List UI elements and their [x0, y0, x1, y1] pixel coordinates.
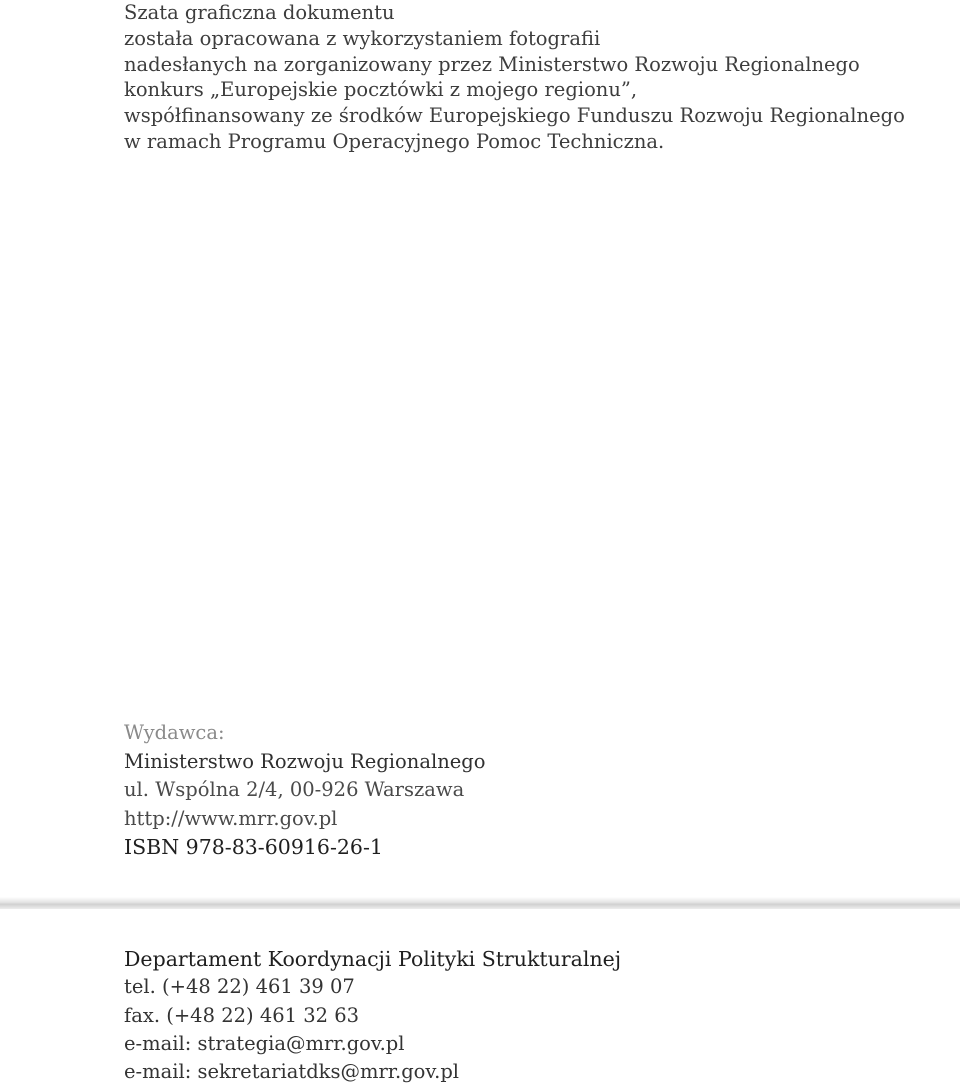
publisher-website-link[interactable]: http://www.mrr.gov.pl	[124, 806, 338, 830]
department-phone: tel. (+48 22) 461 39 07	[124, 975, 355, 999]
credits-line: nadesłanych na zorganizowany przez Ministerstwo Rozwoju Regionalnego	[124, 52, 860, 76]
department-name: Departament Koordynacji Polityki Strukturalnej	[124, 947, 622, 971]
credits-line: konkurs „Europejskie pocztówki z mojego regionu”,	[124, 78, 638, 102]
publisher-address: ul. Wspólna 2/4, 00-926 Warszawa	[124, 778, 465, 801]
credits-line: współfinansowany ze środków Europejskiego Funduszu Rozwoju Regionalnego	[124, 104, 905, 128]
department-block	[124, 945, 621, 1086]
credits-line: została opracowana z wykorzystaniem fotografii	[124, 26, 601, 50]
department-email-strategia-link[interactable]: e-mail: strategia@mrr.gov.pl	[124, 1031, 405, 1055]
publisher-block	[124, 719, 486, 862]
department-email-sekretariat-link[interactable]: e-mail: sekretariatdks@mrr.gov.pl	[124, 1060, 460, 1084]
credits-line: w ramach Programu Operacyjnego Pomoc Techniczna.	[124, 129, 665, 153]
credits-block	[124, 0, 905, 155]
publisher-name: Ministerstwo Rozwoju Regionalnego	[124, 749, 486, 773]
department-fax: fax. (+48 22) 461 32 63	[124, 1003, 360, 1027]
publisher-label: Wydawca:	[124, 721, 225, 744]
credits-line: Szata graficzna dokumentu	[124, 1, 395, 24]
divider	[0, 897, 960, 909]
isbn-number: ISBN 978-83-60916-26-1	[124, 835, 383, 859]
